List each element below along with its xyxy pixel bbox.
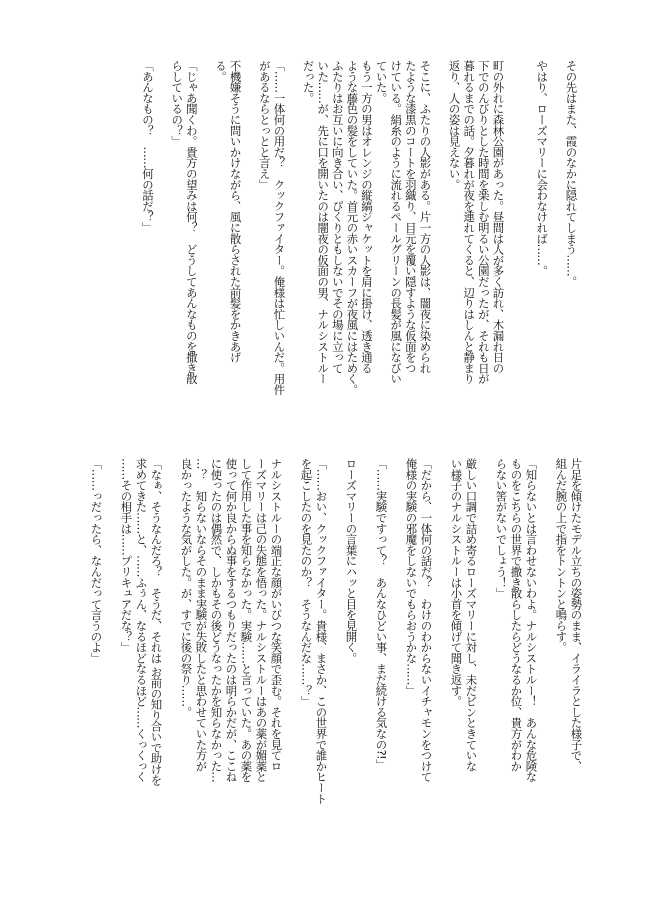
- top-block-line: もう一方の男はオレンジの縦縞ジャケットを肩に掛け、透き通る: [360, 60, 374, 374]
- bottom-block-line: を起こしたのを見たのか？ そうなんだな……？」: [299, 458, 314, 707]
- top-block-line: その先はまた、霞のなかに隠れてしまう……。: [564, 60, 579, 287]
- top-block-line: ていた。: [374, 60, 389, 104]
- bottom-block-line: 求めてきた……と、……ふぅん、なるほどなるほど……くっくっく: [134, 458, 149, 782]
- bottom-block-line: らない筈がないでしょう！」: [494, 458, 509, 599]
- top-block-line: 暮れるまでの話。夕暮れが夜を連れてくると、辺りはしんと静まり: [462, 60, 477, 385]
- top-block-line: 下でのんびりとした時間を楽しむ明るい公園だったが、それも日が: [476, 60, 491, 385]
- bottom-block-line: …？ 知らないならそのまま実験が失敗したと思わせていた方が: [194, 458, 209, 772]
- bottom-block-line: ……その相手は……プリキュアだな？」: [119, 458, 134, 653]
- bottom-block-line: 組んだ腕の上で指をトントンと鳴らす。: [554, 458, 569, 653]
- bottom-block-line: 「……おい、クックファイター。貴様、まさか、この世界で誰かヒート: [314, 458, 329, 804]
- bottom-block-line: い様子のナルシストルーは小首を傾げて聞き返す。: [449, 458, 464, 707]
- top-block-line: たような漆黒のコートを羽織り、目元を覆い隠すような仮面をつ: [403, 60, 418, 374]
- top-block-line: だった。: [301, 60, 316, 104]
- bottom-block-line: ナルシストルーの端正な顔がいびつな笑顔で歪む。それを見てロ: [269, 458, 284, 772]
- top-block-line: 不機嫌そうに問いかけながら、風に散らされた前髪をかきあげ: [228, 60, 243, 363]
- top-block-line: 町の外れに森林公園があった。昼間は人が多く訪れ、木漏れ日の: [491, 60, 506, 374]
- bottom-block-line: 「知らないとは言わせないわよ。ナルシストルー！ あんな危険な: [524, 458, 539, 783]
- bottom-block-line: 厳しい口調で詰め寄るローズマリーに対し、未だピンときていな: [464, 458, 479, 772]
- top-block-line: る。: [214, 60, 228, 82]
- bottom-block-line: して作用した事を知らなかった。実験……と言っていた。あの薬を: [239, 458, 254, 782]
- bottom-block-line: 良かったような気がした。が、すでに後の祭り……。: [179, 458, 194, 718]
- top-block-line: らしているの？」: [170, 60, 185, 147]
- top-block-line: 返り、人の姿は見えない。: [447, 60, 462, 190]
- bottom-block-line: 使って何か良からぬ事をするつもりだったのは明らかだが、ここね: [224, 458, 239, 783]
- bottom-block-line: 「なぁ、そうなんだろ？ そうだ、それは お前の知り合いで助けを: [149, 458, 164, 786]
- bottom-block-line: ローズマリーの言葉にハッと目を見開く。: [344, 458, 359, 664]
- top-block-line: けている。絹糸のように流れるペールグリーンの長髪が風になびい: [389, 60, 404, 385]
- bottom-block-line: 「……実験ですって？ あんなひどい事、まだ続ける気なの?!」: [374, 458, 389, 770]
- top-block-line: いた……が、先に口を開いたのは闇夜の仮面の男、ナルシストルー: [316, 60, 331, 384]
- top-block-line: 「じゃあ聞くわ。貴方の望みは何？ どうしてあんなものを撒き散: [184, 60, 199, 385]
- top-block-line: そこに、ふたりの人影がある。片一方の人影は、闇夜に染められ: [418, 60, 433, 374]
- bottom-block-line: 「……っだったら、なんだって言うのよ」: [89, 458, 104, 664]
- bottom-block-line: に使ったのは偶然で、しかもその後どうなったかを知らなかった…: [209, 458, 224, 782]
- top-block-line: 「……一体何の用だ？ クックファイター。俺様は忙しいんだ。用件: [272, 60, 287, 395]
- bottom-block-line: ーズマリーは己の失態を悟った。ナルシストルーはあの薬が媚薬と: [254, 458, 269, 783]
- bottom-block-line: 俺様の実験の邪魔をしないでもらおうかな……」: [404, 458, 419, 696]
- top-block-line: があるならとっとと言え」: [257, 60, 272, 190]
- top-block-line: ような藤色の髪をしていた。首元の赤いスカーフが夜風にはためく。: [345, 60, 360, 395]
- bottom-block-line: ものをこちらの世界で撒き散らしたらどうなるか位、貴方がわか: [509, 458, 524, 772]
- bottom-block-line: 片足を傾けたモデル立ちの姿勢のまま、イライラとした様子で、: [569, 458, 584, 772]
- top-block-line: 「あんなもの？ ……何の話だ？」: [141, 60, 155, 233]
- bottom-block-line: 「だから、一体何の話だ？ わけのわからないイチャモンをつけて: [419, 458, 434, 783]
- top-block-line: やはり、ローズマリーに会わなければ……。: [535, 60, 550, 276]
- top-block-line: ふたりはお互いに向き合い、ぴくりともしないでその場に立って: [330, 60, 345, 374]
